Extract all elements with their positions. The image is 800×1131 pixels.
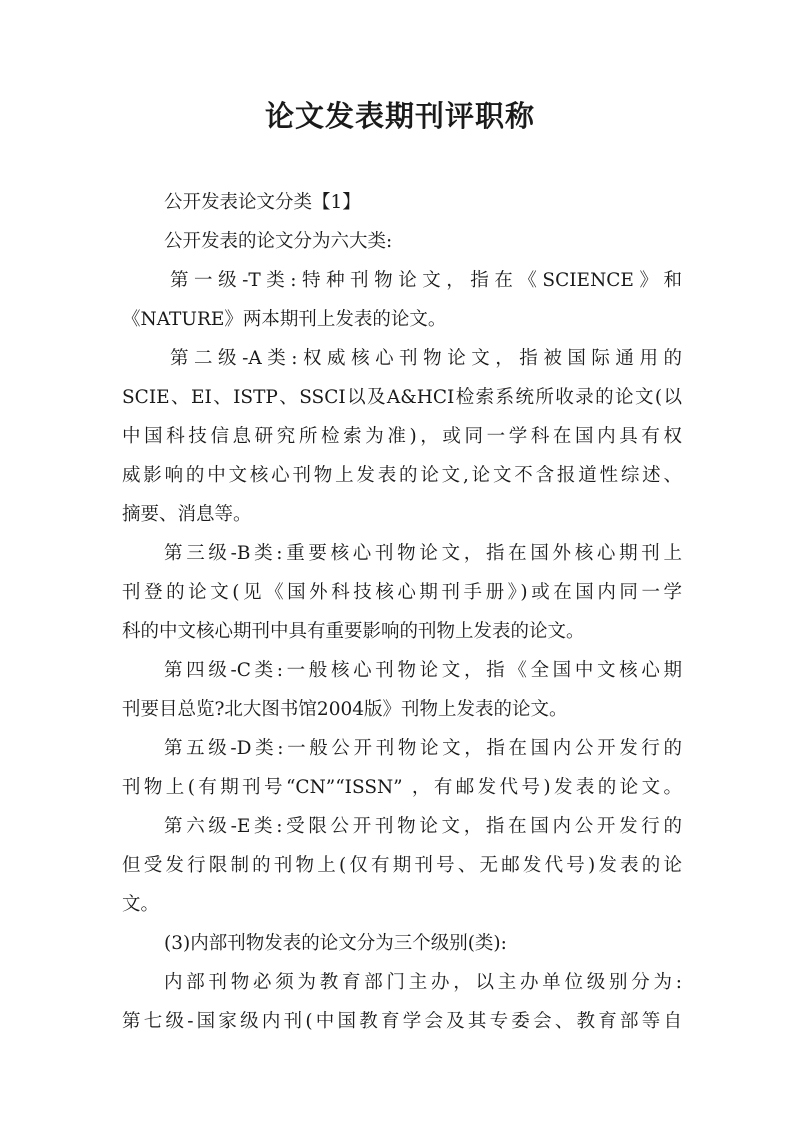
paragraph-line: 内部刊物必须为教育部门主办，以主办单位级别分为: [164, 972, 682, 993]
document-body [122, 183, 682, 1041]
paragraph-line: 公开发表论文分类【1】 [164, 192, 361, 213]
paragraph-line: 科的中文核心期刊中具有重要影响的刊物上发表的论文。 [122, 621, 585, 642]
paragraph-line: 第七级-国家级内刊(中国教育学会及其专委会、教育部等自 [122, 1011, 682, 1032]
paragraph-line: 第二级-A类:权威核心刊物论文，指被国际通用的 [170, 348, 682, 369]
paragraph-line: 刊登的论文(见《国外科技核心期刊手册》)或在国内同一学 [122, 582, 682, 603]
paragraph-line: 但受发行限制的刊物上(仅有期刊号、无邮发代号)发表的论 [122, 855, 682, 876]
paragraph-line: 中国科技信息研究所检索为准)，或同一学科在国内具有权 [122, 426, 682, 447]
paragraph-line: 摘要、消息等。 [122, 504, 252, 525]
paragraph-line: 威影响的中文核心刊物上发表的论文,论文不含报道性综述、 [122, 465, 682, 486]
paragraph-line: 第五级-D类:一般公开刊物论文，指在国内公开发行的 [164, 738, 682, 759]
paragraph-line: 第六级-E类:受限公开刊物论文，指在国内公开发行的 [164, 816, 682, 837]
paragraph-line: 第四级-C类:一般核心刊物论文，指《全国中文核心期 [164, 660, 682, 681]
paragraph-line: 公开发表的论文分为六大类: [164, 231, 393, 252]
page-title: 论文发表期刊评职称 [264, 99, 535, 133]
paragraph-line: 第三级-B类:重要核心刊物论文，指在国外核心期刊上 [164, 543, 682, 564]
paragraph-line: 文。 [122, 894, 160, 915]
paragraph-line: 第一级-T类:特种刊物论文，指在《SCIENCE》和 [170, 270, 682, 291]
paragraph-line: SCIE、EI、ISTP、SSCI以及A&HCI检索系统所收录的论文(以 [122, 387, 682, 408]
paragraph-line: (3)内部刊物发表的论文分为三个级别(类): [164, 933, 507, 954]
paragraph-line: 《NATURE》两本期刊上发表的论文。 [122, 309, 447, 330]
paragraph-line: 刊物上(有期刊号“CN”“ISSN” ，有邮发代号)发表的论文。 [122, 777, 682, 798]
paragraph-line: 刊要目总览?北大图书馆2004版》刊物上发表的论文。 [122, 699, 568, 720]
